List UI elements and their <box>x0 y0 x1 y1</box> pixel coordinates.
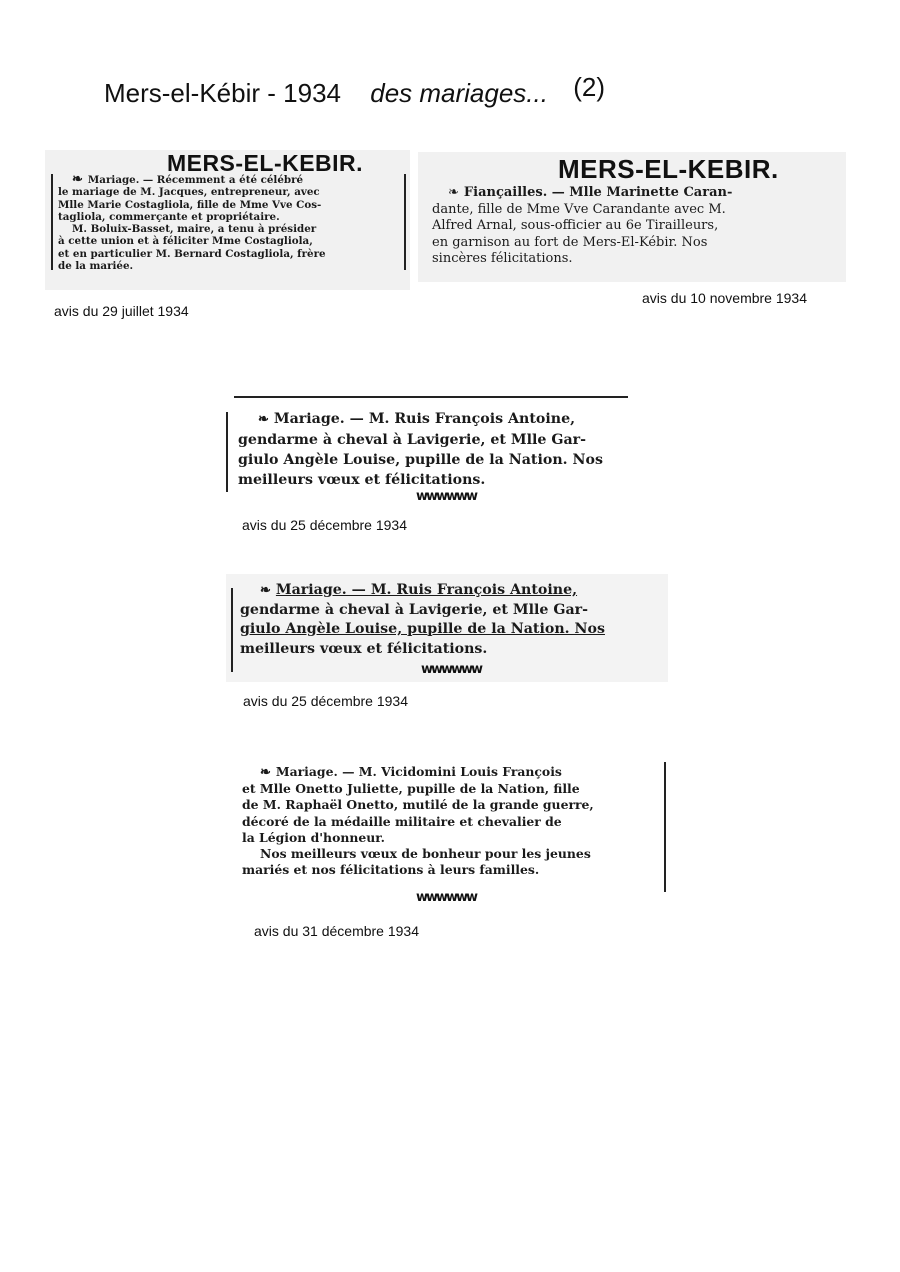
clipping-body <box>432 185 732 268</box>
ornament-icon: ❧ <box>258 412 266 427</box>
clipping-body <box>240 581 605 659</box>
ornament-icon: ❧ <box>72 172 80 187</box>
caption-december-25-a: avis du 25 décembre 1934 <box>242 517 407 533</box>
ornament-icon: ❧ <box>448 185 456 200</box>
caption-december-25-b: avis du 25 décembre 1934 <box>243 693 408 709</box>
clipping-line: tagliola, commerçante et propriétaire. <box>58 210 280 223</box>
ornament-icon: ❧ <box>260 583 268 598</box>
clipping-november-1934 <box>418 152 846 282</box>
clipping-line: ❧ Mariage. — M. Ruis François Antoine, <box>260 582 578 598</box>
column-rule <box>231 588 233 672</box>
clipping-december-31 <box>236 758 672 908</box>
divider-ornament: wwwwww <box>420 662 482 677</box>
clipping-line: ❧ Fiançailles. — Mlle Marinette Caran- <box>448 185 733 200</box>
clipping-line: gendarme à cheval à Lavigerie, et Mlle Gar- <box>240 601 588 618</box>
title-place: Mers-el-Kébir <box>104 78 261 108</box>
clipping-line: de la mariée. <box>58 260 134 273</box>
divider-ornament: wwwwww <box>415 890 477 905</box>
clipping-line: meilleurs vœux et félicitations. <box>240 640 488 657</box>
clipping-line: ❧ Mariage. — M. Vicidomini Louis François <box>260 764 562 780</box>
clipping-body <box>58 174 326 272</box>
top-rule <box>234 396 628 398</box>
clipping-line: et Mlle Onetto Juliette, pupille de la Nation, fille <box>242 781 580 797</box>
clipping-line: décoré de la médaille militaire et chevalier de <box>242 813 562 829</box>
clipping-line: mariés et nos félicitations à leurs familles. <box>242 862 540 878</box>
caption-december-31: avis du 31 décembre 1934 <box>254 923 419 939</box>
clipping-body <box>238 409 603 490</box>
clipping-line: Nos meilleurs vœux de bonheur pour les jeunes <box>260 846 591 862</box>
clipping-line: giulo Angèle Louise, pupille de la Nation. Nos <box>238 452 603 468</box>
title-italic: des mariages... <box>370 78 548 108</box>
clipping-line: meilleurs vœux et félicitations. <box>238 472 486 488</box>
column-rule <box>664 762 666 892</box>
clipping-december-25-a <box>226 396 636 508</box>
clipping-masthead: MERS-EL-KEBIR. <box>558 154 779 184</box>
clipping-december-25-b <box>226 574 668 682</box>
clipping-line: ❧ Mariage. — M. Ruis François Antoine, <box>258 411 576 427</box>
title-number: (2) <box>573 72 605 102</box>
clipping-line: M. Boluix-Basset, maire, a tenu à présider <box>72 223 317 236</box>
clipping-line: à cette union et à féliciter Mme Costagliola, <box>58 235 313 248</box>
clipping-masthead: MERS-EL-KEBIR. <box>166 150 364 176</box>
clipping-july-1934 <box>45 150 410 290</box>
ornament-icon: ❧ <box>260 765 268 780</box>
clipping-line: dante, fille de Mme Vve Carandante avec M. <box>432 201 726 217</box>
clipping-line: en garnison au fort de Mers-El-Kébir. Nos <box>432 234 708 250</box>
caption-november-1934: avis du 10 novembre 1934 <box>642 290 807 306</box>
clipping-body <box>242 764 594 878</box>
clipping-line: la Légion d'honneur. <box>242 829 385 845</box>
clipping-line: giulo Angèle Louise, pupille de la Nation. Nos <box>240 621 605 637</box>
divider-ornament: wwwwww <box>415 489 477 504</box>
column-rule <box>51 174 53 270</box>
clipping-line: Mlle Marie Costagliola, fille de Mme Vve Cos- <box>58 198 322 211</box>
clipping-line: sincères félicitations. <box>432 251 573 266</box>
column-rule <box>404 174 406 270</box>
column-rule <box>226 412 228 492</box>
title-year: - 1934 <box>267 78 341 108</box>
clipping-line: le mariage de M. Jacques, entrepreneur, avec <box>58 186 320 199</box>
clipping-line: gendarme à cheval à Lavigerie, et Mlle Gar- <box>238 432 586 448</box>
page-title <box>104 72 605 109</box>
clipping-line: Alfred Arnal, sous-officier au 6e Tirailleurs, <box>432 218 719 233</box>
clipping-line: ❧ Mariage. — Récemment a été célébré <box>72 172 304 187</box>
caption-july-1934: avis du 29 juillet 1934 <box>54 303 189 319</box>
clipping-line: de M. Raphaël Onetto, mutilé de la grande guerre, <box>242 797 594 813</box>
clipping-line: et en particulier M. Bernard Costagliola, frère <box>58 247 326 260</box>
